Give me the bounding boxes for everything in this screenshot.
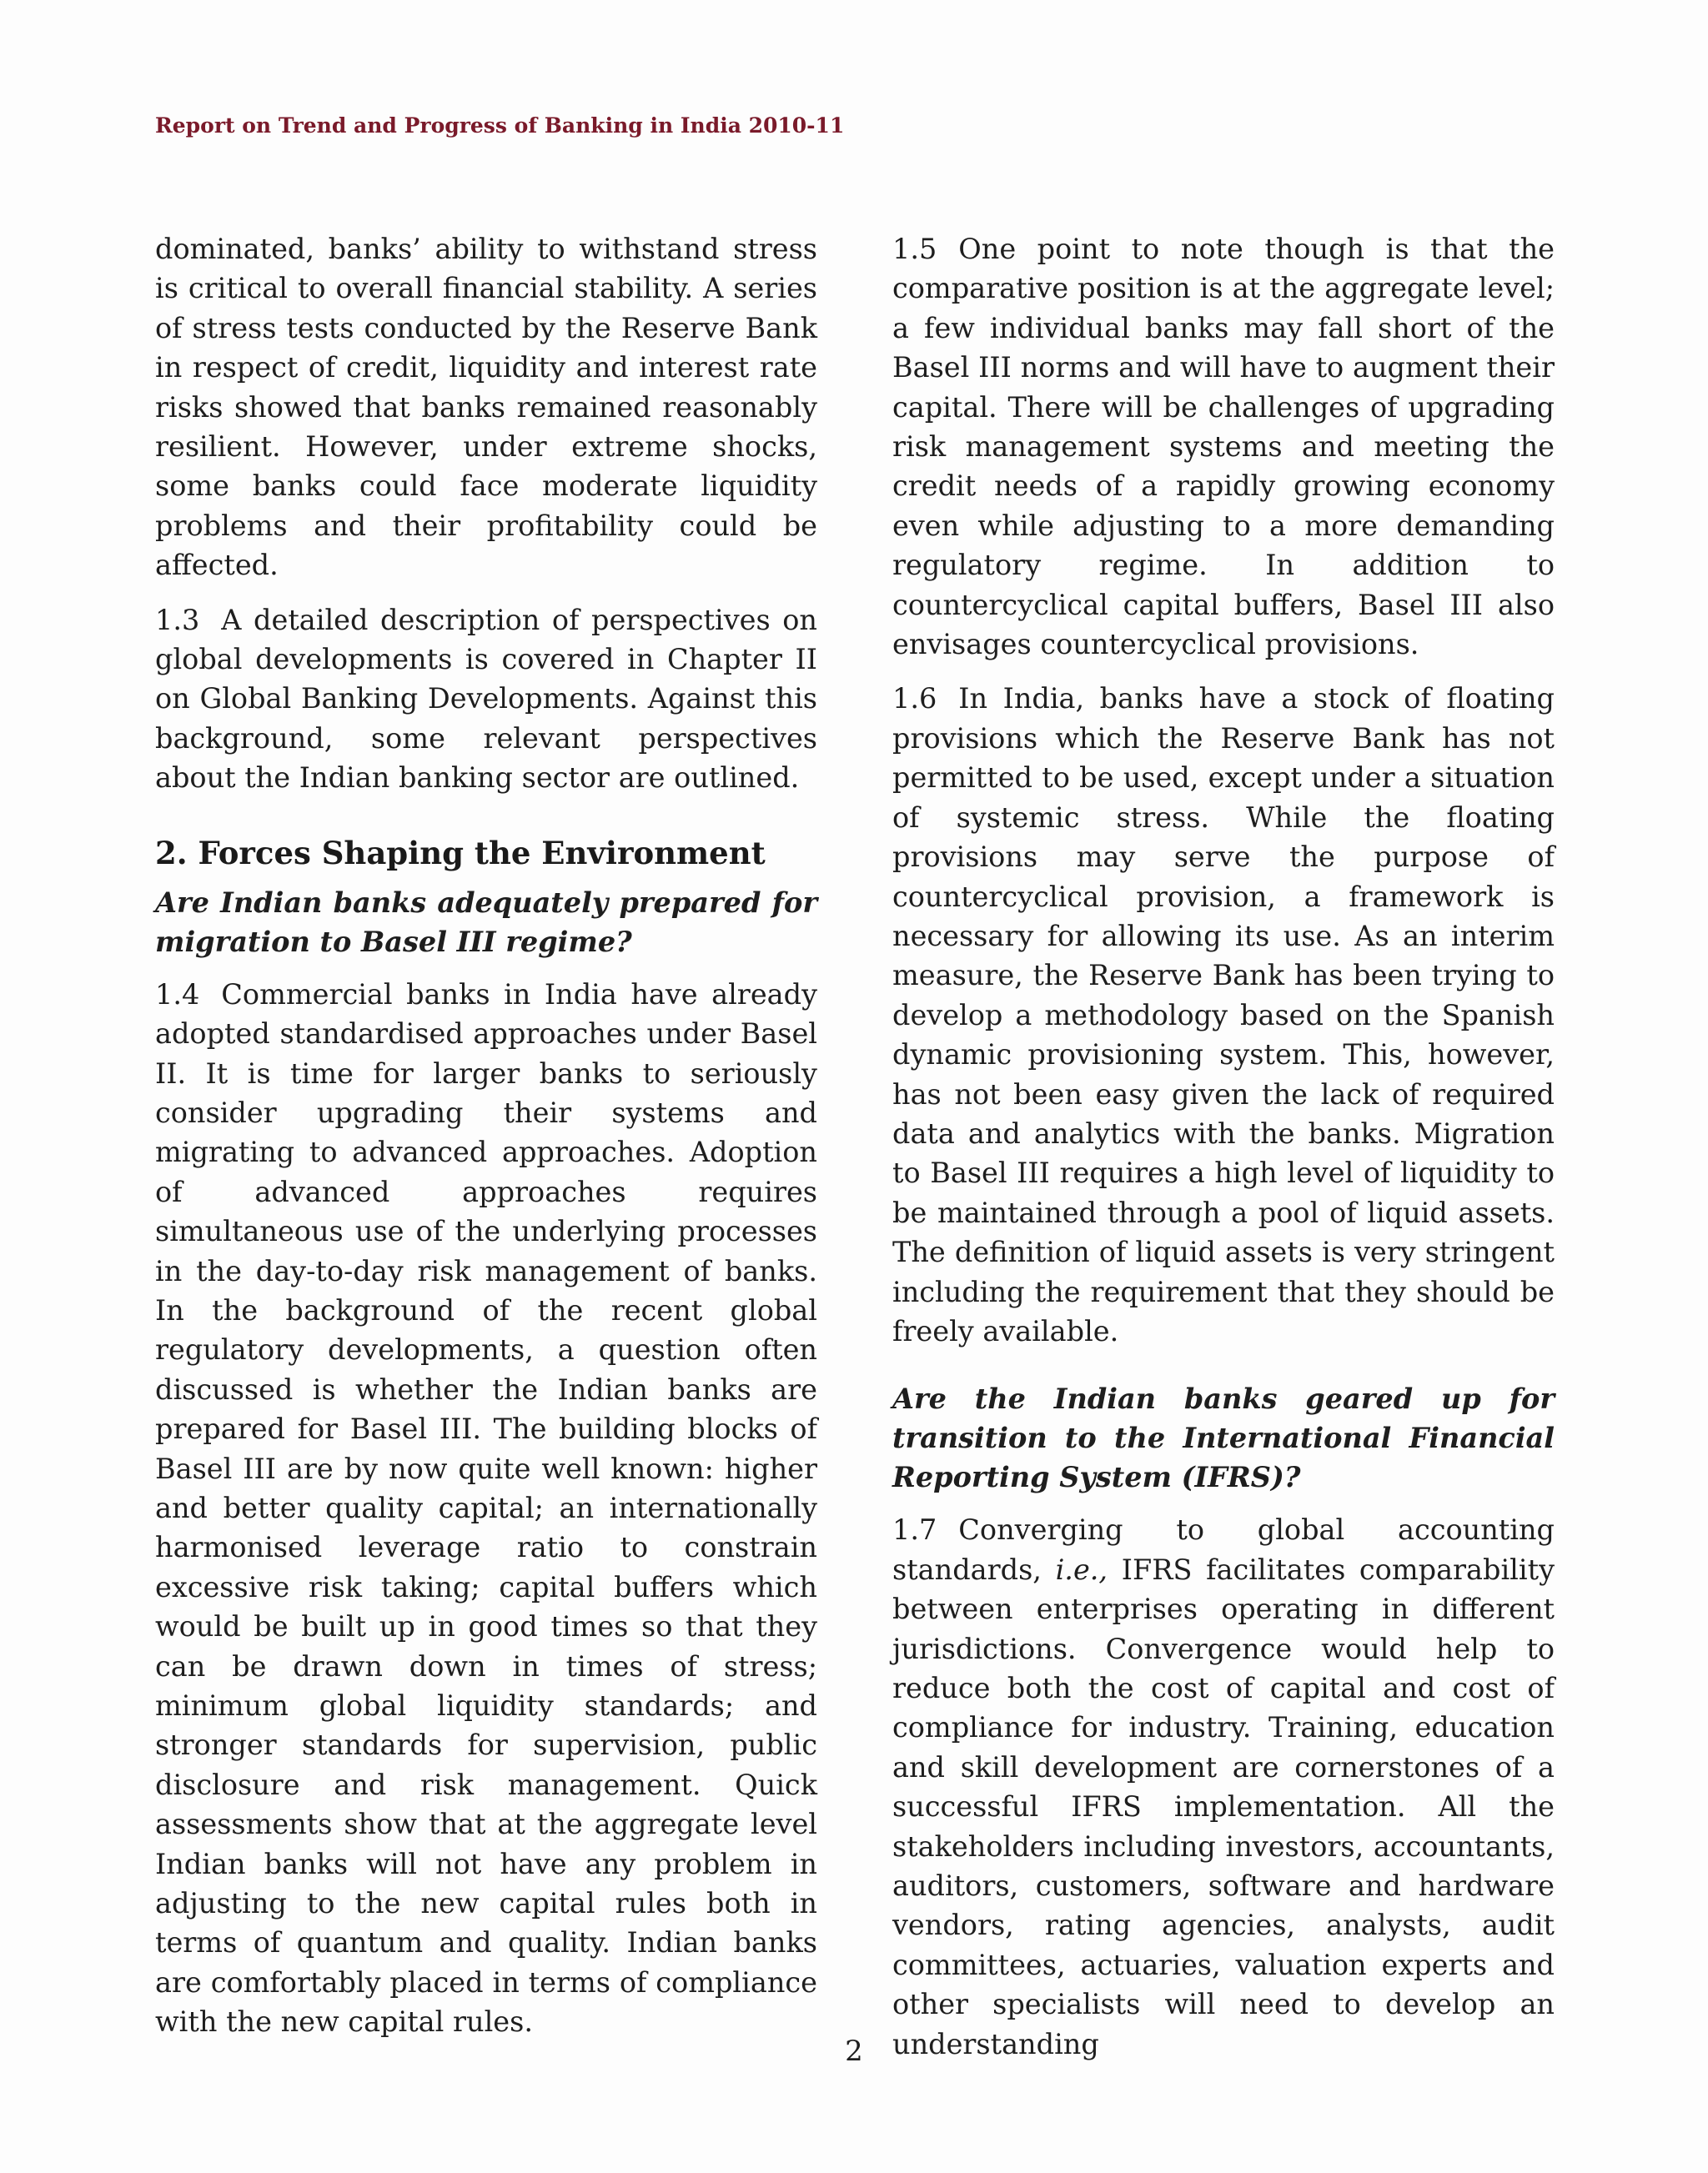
paragraph-text: In India, banks have a stock of floating provisions which the Reserve Bank has not permitted to be used, except under a situation of systemic stress. While the floating provisions may serve the purpose of countercyclical provision, a framework is necessary for allowing its use. As an interim measure, the Reserve Bank has been trying to develop a methodology based on the Spanish dynamic provisioning system. This, however, has not been easy given the lack of required data and analytics with the banks. Migration to Basel III requires a high level of liquidity to be maintained through a pool of liquid assets. The definition of liquid assets is very stringent including the requirement that they should be freely available. <box>892 682 1555 1347</box>
page-number: 2 <box>845 2035 863 2068</box>
paragraph-1-6 <box>892 679 1555 1351</box>
paragraph-number: 1.5 <box>892 233 937 265</box>
paragraph-text-start: Converging to global accounting standards, <box>892 1513 1555 1586</box>
paragraph-1-7 <box>892 1510 1555 2064</box>
paragraph-text-italic: i.e., <box>1055 1553 1108 1586</box>
paragraph-text-end: IFRS facilitates comparability between enterprises operating in different jurisdictions. Convergence would help to reduce both the cost of capital and cost of compliance for industry. Training, education and skill development are cornerstones of a successful IFRS implementation. All the stakeholders including investors, accountants, auditors, customers, software and hardware vendors, rating agencies, analysts, audit committees, actuaries, valuation experts and other specialists will need to develop an understanding <box>892 1553 1555 2060</box>
paragraph-number: 1.6 <box>892 682 937 715</box>
paragraph-1-2-continued: dominated, banks’ ability to withstand stress is critical to overall financial stability. A series of stress tests conducted by the Reserve Bank in respect of credit, liquidity and interest rate risks showed that banks remained reasonably resilient. However, under extreme shocks, some banks could face moderate liquidity problems and their profitability could be affected. <box>155 233 817 582</box>
paragraph-text: One point to note though is that the comparative position is at the aggregate level; a few individual banks may fall short of the Basel III norms and will have to augment their capital. There will be challenges of upgrading risk management systems and meeting the credit needs of a rapidly growing economy even while adjusting to a more demanding regulatory regime. In addition to countercyclical capital buffers, Basel III also envisages countercyclical provisions. <box>892 233 1555 661</box>
section-heading: 2. Forces Shaping the Environment <box>155 834 766 871</box>
running-header: Report on Trend and Progress of Banking in India 2010-11 <box>155 113 845 138</box>
paragraph-number: 1.3 <box>155 603 200 636</box>
right-column <box>892 229 1555 2079</box>
paragraph-1-4 <box>155 975 817 2042</box>
paragraph-text: A detailed description of perspectives on global developments is covered in Chapter II on Global Banking Developments. Against this background, some relevant perspectives about the Indian banking sector are outlined. <box>155 603 817 795</box>
question-heading-ifrs: Are the Indian banks geared up for transition to the International Financial Reporting System (IFRS)? <box>892 1383 1555 1494</box>
paragraph-text: Commercial banks in India have already adopted standardised approaches under Basel II. It is time for larger banks to seriously consider upgrading their systems and migrating to advanced approaches. Adoption of advanced approaches requires simultaneous use of the underlying processes in the day-to-day risk management of banks. In the background of the recent global regulatory developments, a question often discussed is whether the Indian banks are prepared for Basel III. The building blocks of Basel III are by now quite well known: higher and better quality capital; an internationally harmonised leverage ratio to constrain excessive risk taking; capital buffers which would be built up in good times so that they can be drawn down in times of stress; minimum global liquidity standards; and stronger standards for supervision, public disclosure and risk management. Quick assessments show that at the aggregate level Indian banks will not have any problem in adjusting to the new capital rules both in terms of quantum and quality. Indian banks are comfortably placed in terms of compliance with the new capital rules. <box>155 977 817 2039</box>
paragraph-number: 1.7 <box>892 1513 937 1547</box>
question-heading-basel-iii: Are Indian banks adequately prepared for migration to Basel III regime? <box>155 886 817 958</box>
paragraph-1-3 <box>155 600 817 798</box>
paragraph-1-5 <box>892 229 1555 664</box>
paragraph-number: 1.4 <box>155 977 200 1011</box>
left-column <box>155 229 817 2057</box>
